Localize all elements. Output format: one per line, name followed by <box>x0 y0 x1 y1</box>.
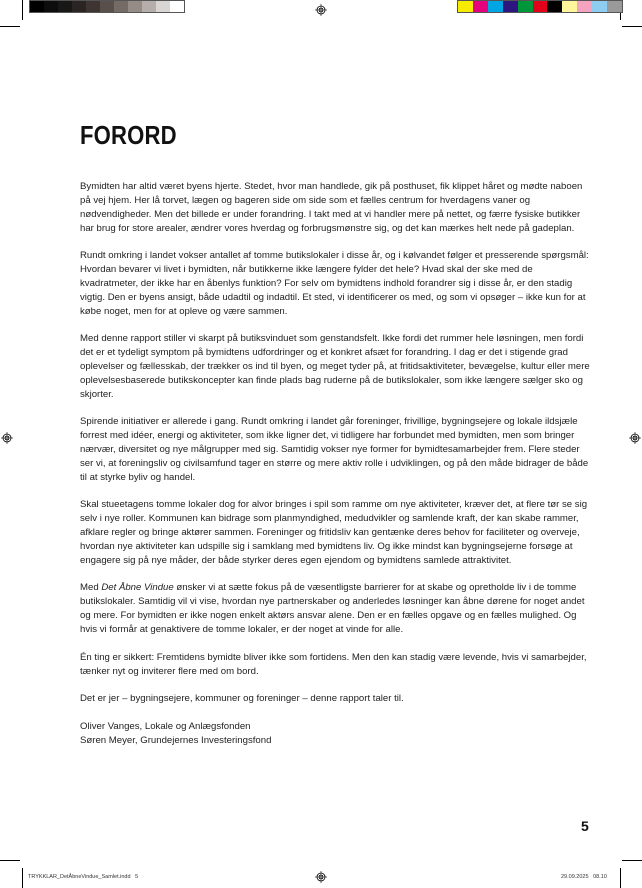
paragraph: Med denne rapport stiller vi skarpt på butiksvinduet som genstandsfelt. Ikke fordi det rummer hele løsningen, men fordi det er et tydeligt symptom på bymidtens udfordringer og et konkret afsæt for forandring. I dag er det i stigende grad oplevelser og fællesskab, der trækker os ind til byen, og meget tyder på, at fritidsaktiviteter, bevægelse, kultur eller mere oplevelsesbaserede butikskoncepter kan finde plads bag ruderne på de butikslokaler, som ikke længere sælger sko og skjorter. <box>80 333 590 400</box>
color-swatch <box>562 1 577 12</box>
color-swatch <box>156 1 170 12</box>
paragraph: Skal stueetagens tomme lokaler dog for alvor bringes i spil som ramme om nye aktiviteter, kræver det, at flere tør se sig selv i nye roller. Kommunen kan bidrage som planmyndighed, medudvikler og samlende kraft, der kan skabe rammer, afklare regler og bringe aktører sammen. Foreninger og fritidsliv kan gentænke deres behov for faciliteter og overveje, hvordan nye aktiviteter kan udspille sig i samklang med bymidtens liv. Og ikke mindst kan bygningsejerne forsøge at engagere sig på nye måder, der både styrker deres egen ejendom og bymidtens samlede attraktivitet. <box>80 499 588 566</box>
color-swatch <box>114 1 128 12</box>
color-swatch <box>577 1 592 12</box>
crop-mark-bottom-right-v <box>620 868 621 888</box>
paragraph: Det er jer – bygningsejere, kommuner og foreninger – denne rapport taler til. <box>80 693 404 705</box>
color-swatch <box>458 1 473 12</box>
page-number: 5 <box>581 818 589 834</box>
paragraph-suffix: ønsker vi at sætte fokus på de væsentligste barrierer for at skabe og opretholde liv i de tomme butikslokaler. Samtidig vil vi vise, hvordan nye partnerskaber og anderledes løsninger kan åbne dørene for noget andet og mere. For bymidten er ikke nogen enkelt aktørs ansvar alene. Den er en fælles opgave og en fælles mulighed. Og hvis vi formår at genaktivere de tomme lokaler, er der noget at vinde for alle. <box>80 582 585 635</box>
color-swatch <box>72 1 86 12</box>
paragraph: Bymidten har altid været byens hjerte. Stedet, hvor man handlede, gik på posthuset, fik klippet håret og mødte naboen på vej hjem. Her lå torvet, lægen og bageren side om side som et fælles centrum for hverdagens vaner og nødvendigheder. Men det billede er under forandring. I takt med at vi handler mere på nettet, og færre fysiske butikker har brug for store arealer, ændrer vores hverdag og forbrugsmønstre sig, og det kan mærkes helt nede på gadeplan. <box>80 181 583 234</box>
color-swatch <box>503 1 518 12</box>
color-swatch <box>607 1 622 12</box>
crop-mark-top-left-h <box>0 26 20 27</box>
color-swatch <box>473 1 488 12</box>
crop-mark-bottom-left-h <box>0 860 20 861</box>
color-swatch <box>86 1 100 12</box>
paragraph: Rundt omkring i landet vokser antallet af tomme butikslokaler i disse år, og i kølvandet følger et presserende spørgsmål: Hvordan bevarer vi livet i bymidten, når butikkerne ikke længere fylder det hele? Hvad skal der ske med de kvadratmeter, der ikke har en åbenlys funktion? For selv om bymidtens indhold forandrer sig i disse år, er den stadig vigtig. Den er byens ansigt, både udadtil og indadtil. Et sted, vi identificerer os med, og som vi opsøger – ikke kun for at købe noget, men for at opleve og være sammen. <box>80 250 589 317</box>
page-title: FORORD <box>80 120 177 150</box>
color-swatch <box>142 1 156 12</box>
registration-mark-icon <box>315 871 327 883</box>
process-color-bar <box>457 0 623 13</box>
paragraph: Én ting er sikkert: Fremtidens bymidte bliver ikke som fortidens. Men den kan stadig være levende, hvis vi samarbejder, tænker nyt og inviterer flere med om bord. <box>80 651 587 677</box>
registration-mark-icon <box>1 432 13 444</box>
crop-mark-bottom-left-v <box>22 868 23 888</box>
color-swatch <box>128 1 142 12</box>
color-swatch <box>30 1 44 12</box>
report-title-italic: Det Åbne Vindue <box>101 582 174 594</box>
foreword-body <box>80 180 592 748</box>
color-swatch <box>518 1 533 12</box>
color-swatch <box>58 1 72 12</box>
color-swatch <box>488 1 503 12</box>
color-swatch <box>100 1 114 12</box>
paragraph-prefix: Med <box>80 582 102 594</box>
slug-filename: TRYKKLAR_DetÅbneVindue_Samlet.indd 5 <box>28 874 139 880</box>
paragraph <box>80 581 592 636</box>
signature: Oliver Vanges, Lokale og Anlægsfonden <box>80 720 251 732</box>
registration-mark-icon <box>315 4 327 16</box>
crop-mark-top-right-h <box>622 26 642 27</box>
color-swatch <box>170 1 184 12</box>
grayscale-color-bar <box>29 0 185 13</box>
signature: Søren Meyer, Grundejernes Investeringsfond <box>80 734 272 746</box>
paragraph: Spirende initiativer er allerede i gang. Rundt omkring i landet går foreninger, frivillige, bygningsejere og lokale ildsjæle forrest med idéer, energi og aktiviteter, som ikke ligner det, vi tidligere har forbundet med bymidten, men som bringer nærvær, diversitet og nye målgrupper med sig. Samtidig vokser nye former for bymidtesamarbejder frem. Flere steder ser vi, at foreningsliv og civilsamfund tager en større og mere aktiv rolle i udviklingen, og på den måde bidrager de både til at styrke byliv og handel. <box>80 416 589 483</box>
crop-mark-top-left-v <box>22 0 23 20</box>
color-swatch <box>533 1 548 12</box>
registration-mark-icon <box>629 432 641 444</box>
slug-timestamp: 29.09.2025 08.10 <box>561 874 607 880</box>
color-swatch <box>592 1 607 12</box>
color-swatch <box>547 1 562 12</box>
crop-mark-bottom-right-h <box>622 860 642 861</box>
color-swatch <box>44 1 58 12</box>
